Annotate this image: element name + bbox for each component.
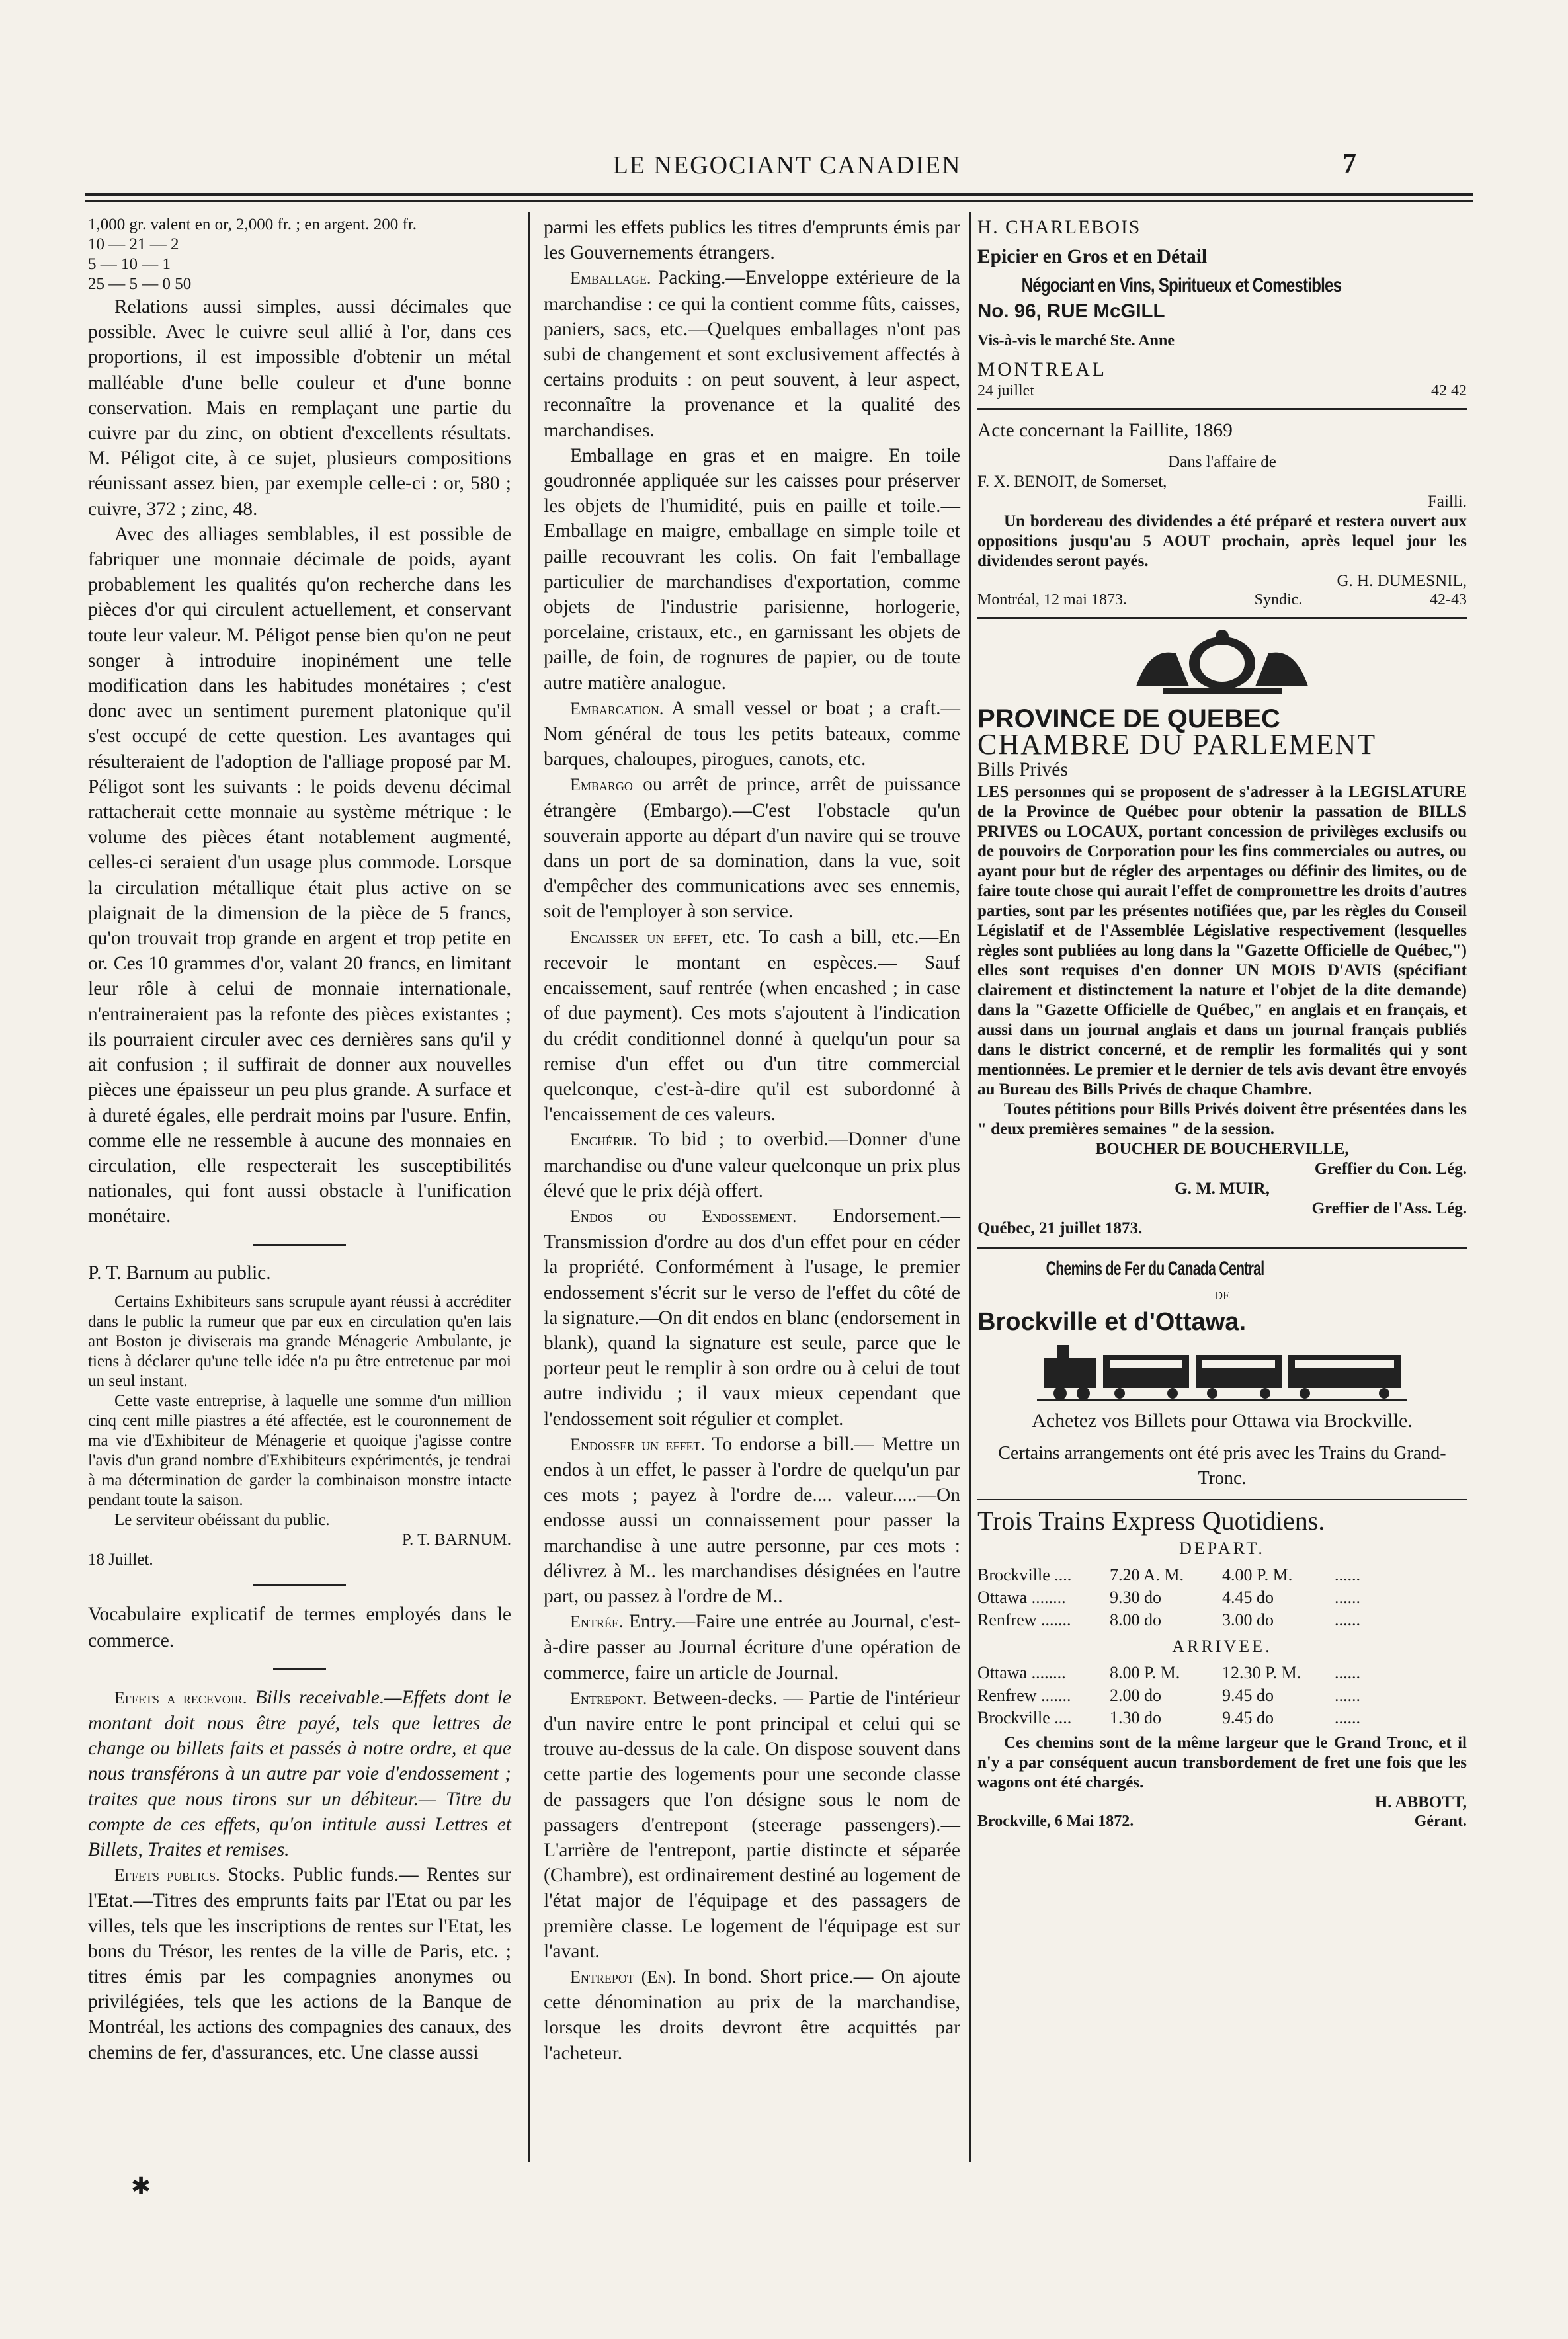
barnum-paragraph: Cette vaste entreprise, à laquelle une somme d'un million cinq cent mille piastres a été affectée, est le couronnement de ma vie d'Exhibiteur de Ménagerie et quoique j'agisse contre l'avis d'un grand nombre d'Exhibiteurs expérimentés, je tendrai à ma détermination de garder la combinaison monstre intacte pendant toute la saison. <box>88 1391 511 1509</box>
time: 7.20 A. M. <box>1110 1565 1184 1585</box>
values-line: 10 — 21 — 2 <box>88 235 179 253</box>
time: 9.45 do <box>1222 1686 1274 1705</box>
station: Renfrew ....... <box>977 1610 1071 1630</box>
ad-bills-sign1-role: Greffier du Con. Lég. <box>1314 1160 1467 1178</box>
barnum-date: 18 Juillet. <box>88 1550 153 1569</box>
values-line: 5 — 10 — 1 <box>88 255 171 273</box>
ad-railway-depart: DEPART. <box>1179 1538 1265 1558</box>
definition: Bills receivable.—Effets dont le montant doit nous être payé, tels que lettres de change ou billets faits et passés à notre ordre, et que nous transférons à un autre par voie d'endossement ; traites que nous tirons sur un débiteur.— Titre du compte de ces effets, qu'on intitule aussi Lettres et Billets, Traites et remises. <box>88 1686 512 1860</box>
section-divider <box>253 1244 346 1246</box>
ad-faillite-line: F. X. BENOIT, de Somerset, <box>977 473 1167 491</box>
definition: Between-decks. — Partie de l'intérieur d'un navire entre le pont principal et celui qui se trouve au-dessus de la cale. On dispose souvent dans cette partie des logements pour une seconde classe de passagers que l'on désigne sous le nom de passagers d'entrepont (steerage passengers).— L'arrière de l'entrepont, partie distincte et séparée (Chambre), est ordinairement destiné au logement de l'état major de l'équipage et des passagers de première classe. Le logement de l'équipage est sur l'avant. <box>544 1687 960 1962</box>
column-ads <box>977 215 1467 1830</box>
time: 8.00 do <box>1110 1610 1161 1630</box>
ornament-star-icon: ✱ <box>131 2173 151 2199</box>
header-rule-thick <box>85 193 1473 196</box>
ad-bills-body2: Toutes pétitions pour Bills Privés doivent être présentées dans les " deux premières semaines " de la session. <box>977 1100 1467 1139</box>
article-paragraph: Avec des alliages semblables, il est possible de fabriquer une monnaie décimale de poids, ayant probablement les qualités qu'on recherche dans les pièces d'or qui circulent actuellement, et conservant toute leur valeur. M. Péligot pense bien qu'on ne peut songer à introduire inopinément une telle modification dans les habitudes monétaires ; c'est donc avec un sentiment purement platonique qu'il s'est occupé de cette question. Les avantages qui résulteraient de l'adoption de l'alliage proposé par M. Péligot sont les suivants : le poids devenu décimal rattacherait cette monnaie au système métrique : le volume des pièces étant notablement augmenté, celles-ci seraient d'un usage plus commode. Lorsque la circulation métallique était plus active on se plaignait de la dimension de la pièce de 5 francs, qu'on trouvait trop grande en argent et trop petite en or. Ces 10 grammes d'or, valant 20 francs, en limitant leur rôle à celui de monnaie internationale, n'entraineraient pas la refonte des pièces existantes ; ils pourraient circuler avec ces dernières sans qu'il y ait confusion ; il suffirait de donner aux nouvelles pièces une épaisseur un peu plus grande. A surface et à dureté égales, elle perdrait moins par l'usure. Enfin, comme elle ne ressemble à aucune des monnaies en circulation, elle respecterait les susceptibilités nationales, qui font aussi obstacle à l'unification monétaire. <box>88 523 511 1227</box>
definition: To bid ; to overbid.—Donner d'une marchandise ou d'une valeur quelconque un prix plus élevé que le prix déjà offert. <box>544 1129 960 1202</box>
ad-chambre: CHAMBRE DU PARLEMENT <box>977 727 1377 760</box>
ad-railway-role: Gérant. <box>1414 1813 1467 1830</box>
column-divider-2 <box>969 212 971 2162</box>
station: Ottawa ........ <box>977 1588 1066 1608</box>
definition: Entry.—Faire une entrée au Journal, c'est-à-dire passer au Journal écriture d'une opération de commerce, faire un article de Journal. <box>544 1611 960 1684</box>
article-paragraph: Emballage en gras et en maigre. En toile goudronnée appliquée sur les caisses pour préserver les objets de l'humidité, puis en paille et toile.—Emballage en maigre, emballage en simple toile et paille recouvrant les colis. On fait l'emballage particulier de marchandises d'exportation, comme objets de l'industrie parisienne, horlogerie, porcelaine, cristaux, etc., en garnissant les objets de paille, de foin, de rognures de papier, ou de toute autre matière analogue. <box>544 444 960 694</box>
ad-province: PROVINCE DE QUEBEC <box>977 704 1280 734</box>
header-rule-thin <box>85 200 1473 202</box>
ad-charlebois-date: 24 juillet <box>977 382 1034 400</box>
time: ...... <box>1335 1565 1360 1585</box>
ad-charlebois-ref: 42 42 <box>1431 382 1467 400</box>
ad-faillite-line: Dans l'affaire de <box>1168 453 1276 472</box>
ad-faillite <box>977 418 1467 609</box>
table-row <box>977 1609 1467 1631</box>
barnum-paragraph: Certains Exhibiteurs sans scrupule ayant réussi à accréditer dans le public la rumeur que par eux en circulation qu'en lais ant Boston je diviserais ma grande Ménagerie Ambulante, je tiens à déclarer qu'une telle idée n'a pu être entretenue par moi un seul instant. <box>88 1292 511 1390</box>
values-line: 1,000 gr. valent en or, 2,000 fr. ; en argent. 200 fr. <box>88 216 417 233</box>
station: Brockville .... <box>977 1708 1072 1728</box>
time: ...... <box>1335 1686 1360 1705</box>
ad-bills-prives <box>977 627 1467 1239</box>
ad-charlebois-address: No. 96, RUE McGILL <box>977 300 1165 322</box>
table-row <box>977 1707 1467 1729</box>
ad-bills-title: Bills Privés <box>977 759 1068 780</box>
time: 8.00 P. M. <box>1110 1663 1180 1683</box>
table-row <box>977 1684 1467 1707</box>
ad-faillite-line: Failli. <box>1427 493 1467 511</box>
definition: Stocks. Public funds.— Rentes sur l'Etat.—Titres des emprunts faits par l'Etat ou par les villes, tels que les inscriptions de rentes sur l'Etat, les bons du Trésor, les rentes de la ville de Paris, etc. ; titres émis par les compagnies anonymes ou privilégiées, tels que les actions de la Banque de Montréal, les actions des compagnies des canaux, des chemins de fer, d'assurances, etc. Une classe aussi <box>88 1864 512 2063</box>
definition: Endorsement.— Transmission d'ordre au dos d'un effet pour en céder la propriété. Conformément à l'usage, le premier endossement s'écrit sur le verso de l'effet du côté de la signature.—On dit endos en blanc (endorsement in blank), quand la signature est seule, parce que le porteur peut le remplir à son ordre ou à celui de tout autre individu ; il vaux mieux cependant que l'endossement soit régulier et complet. <box>544 1205 961 1430</box>
depart-table <box>977 1564 1467 1631</box>
column-middle <box>544 215 960 2066</box>
term: Effets a recevoir. <box>114 1688 247 1707</box>
ad-railway-trains-heading: Trois Trains Express Quotidiens. <box>977 1505 1325 1536</box>
term: Encaisser un effet, <box>570 927 713 947</box>
term: Entrée. <box>570 1612 624 1632</box>
time: 3.00 do <box>1222 1610 1274 1630</box>
station: Renfrew ....... <box>977 1686 1071 1705</box>
ad-charlebois <box>977 215 1467 400</box>
ad-charlebois-title: H. CHARLEBOIS <box>977 217 1141 238</box>
time: ...... <box>1335 1708 1360 1728</box>
term: Endosser un effet. <box>570 1434 705 1454</box>
section-divider <box>253 1584 346 1586</box>
time: 4.00 P. M. <box>1222 1565 1293 1585</box>
ad-bills-sign2: G. M. MUIR, <box>1175 1180 1270 1198</box>
ad-faillite-title: Acte concernant la Faillite, 1869 <box>977 420 1233 442</box>
term: Endos ou Endossement. <box>570 1206 797 1226</box>
values-line: 25 — 5 — 0 50 <box>88 275 192 293</box>
coat-of-arms-icon <box>1123 627 1321 700</box>
ad-railway-place-date: Brockville, 6 Mai 1872. <box>977 1813 1134 1830</box>
column-divider-1 <box>528 212 530 2162</box>
ad-divider <box>977 1247 1467 1249</box>
term: Entrepont. <box>570 1688 647 1708</box>
barnum-closing: Le serviteur obéissant du public. <box>114 1510 330 1529</box>
table-row <box>977 1586 1467 1609</box>
ad-bills-body: LES personnes qui se proposent de s'adresser à la LEGISLATURE de la Province de Québec pour obtenir la passation de BILLS PRIVES ou LOCAUX, portant concession de privilèges exclusifs ou de pouvoirs de Corporation pour les fins commerciales ou autres, ou ayant pour but de régler des arpentages ou définir des limites, ou de faire toute chose qui aurait l'effet de compromettre les droits d'autres parties, sont par les présentes notifiées que, par les règles du Conseil Législatif et de l'Assemblée Législative respectivement (lesquelles règles sont publiées au long dans la "Gazette Officielle de Québec,") elles sont requises d'en donner UN MOIS D'AVIS (spécifiant clairement et distinctement la nature et l'objet de la dite demande) dans la "Gazette Officielle de Québec," en anglais et en français, et aussi dans un journal anglais et dans un journal français publiés dans le district concerné, et de remplir les formalités qui y sont mentionnées. Le premier et le dernier de tels avis devant être envoyés au Bureau des Bills Privés de chaque Chambre. <box>977 783 1467 1099</box>
ad-railway-route: Brockville et d'Ottawa. <box>977 1308 1247 1336</box>
ad-railway-line1: Achetez vos Billets pour Ottawa via Brockville. <box>1032 1409 1413 1432</box>
column-left <box>88 215 511 2065</box>
ad-railway-sign: H. ABBOTT, <box>1374 1793 1467 1812</box>
ad-faillite-body: Un bordereau des dividendes a été préparé et restera ouvert aux oppositions jusqu'au 5 AOUT prochain, après lequel jour les dividendes seront payés. <box>977 513 1467 571</box>
definition: To endorse a bill.— Mettre un endos à un effet, le passer à l'ordre de quelqu'un par ces mots ; payez à l'ordre de.... valeur.....—On endosse aussi un connaissement pour passer la marchandise à une autre personne, par ces mots : délivrez à M.. les marchandises désignées en l'autre part, ou passez à l'ordre de M.. <box>544 1433 961 1607</box>
ad-divider <box>977 1499 1467 1500</box>
ad-charlebois-city: MONTREAL <box>977 359 1107 381</box>
table-row <box>977 1564 1467 1586</box>
definition: Packing.—Enveloppe extérieure de la marchandise : ce qui la contient comme fûts, caisses, paniers, sacs, etc.—Quelques emballages n'ont pas subi de changement et sont exclusivement affectés à certains produits : on peut souvent, à leur aspect, reconnaître la provenance et la qualité des marchandises. <box>544 267 960 441</box>
time: ...... <box>1335 1610 1360 1630</box>
ad-faillite-place-date: Montréal, 12 mai 1873. <box>977 591 1127 609</box>
station: Brockville .... <box>977 1565 1072 1585</box>
time: 2.00 do <box>1110 1686 1161 1705</box>
barnum-heading: P. T. Barnum au public. <box>88 1262 271 1284</box>
definition: etc. To cash a bill, etc.—En recevoir le montant en espèces.— Sauf encaissement, sauf rentrée (when encashed ; in case of due payment). Ces mots s'ajoutent à l'indication du crédit conditionnel donné à quelqu'un pour sa remise d'un effet ou d'un titre commercial quelconque, c'est-à-dire qu'il est subordonné à l'encaissement de ces valeurs. <box>544 926 961 1126</box>
ad-railway-line2: Certains arrangements ont été pris avec les Trains du Grand-Tronc. <box>998 1442 1446 1489</box>
table-row <box>977 1662 1467 1684</box>
ad-bills-date: Québec, 21 juillet 1873. <box>977 1219 1143 1238</box>
section-divider <box>273 1668 326 1670</box>
time: 12.30 P. M. <box>1222 1663 1301 1683</box>
term: Embargo <box>570 775 633 795</box>
page-number: 7 <box>1342 149 1356 179</box>
ad-divider <box>977 617 1467 619</box>
ad-bills-sign2-role: Greffier de l'Ass. Lég. <box>1311 1200 1467 1218</box>
term: Embarcation. <box>570 698 664 718</box>
vocabulary-heading: Vocabulaire explicatif de termes employés dans le commerce. <box>88 1603 511 1651</box>
ad-railway-note: Ces chemins sont de la même largeur que le Grand Tronc, et il n'y a par conséquent aucun transbordement de fret une fois que les wagons ont été chargés. <box>977 1734 1467 1792</box>
time: 9.30 do <box>1110 1588 1161 1608</box>
term: Entrepot (En). <box>570 1967 677 1987</box>
ad-faillite-ref: 42-43 <box>1429 591 1467 609</box>
ad-charlebois-line: Vis-à-vis le marché Ste. Anne <box>977 331 1175 349</box>
gold-values-table <box>88 215 511 294</box>
ad-bills-sign1: BOUCHER DE BOUCHERVILLE, <box>1095 1140 1349 1159</box>
ad-divider <box>977 408 1467 410</box>
definition: A small vessel or boat ; a craft.—Nom général de tous les petits bateaux, comme barques, chaloupes, pirogues, canots, etc. <box>544 697 960 770</box>
ad-railway-de: DE <box>1214 1289 1230 1303</box>
ad-charlebois-line: Epicier en Gros et en Détail <box>977 246 1208 268</box>
article-paragraph: parmi les effets publics les titres d'emprunts émis par les Gouvernements étrangers. <box>544 217 960 264</box>
term: Enchérir. <box>570 1130 638 1150</box>
running-title: LE NEGOCIANT CANADIEN <box>612 151 962 179</box>
article-paragraph: Relations aussi simples, aussi décimales que possible. Avec le cuivre seul allié à l'or, dans ces proportions, il est impossible d'obtenir un métal malléable d'une belle couleur et d'une bonne conservation. Mais en remplaçant une partie du cuivre par du zinc, on obtient d'excellents résultats. M. Péligot cite, à ce sujet, plusieurs compositions réunissant assez bien, par exemple celle-ci : or, 580 ; cuivre, 372 ; zinc, 48. <box>88 296 511 520</box>
time: ...... <box>1335 1663 1360 1683</box>
time: 9.45 do <box>1222 1708 1274 1728</box>
ad-faillite-role: Syndic. <box>1254 591 1303 609</box>
station: Ottawa ........ <box>977 1663 1066 1683</box>
ad-railway-title: Chemins de Fer du Canada Central <box>1046 1258 1264 1280</box>
term: Emballage. <box>570 268 651 288</box>
time: 4.45 do <box>1222 1588 1274 1608</box>
ad-railway-arrivee: ARRIVEE. <box>1172 1637 1272 1657</box>
arrivee-table <box>977 1662 1467 1729</box>
barnum-notice <box>88 1292 511 1570</box>
time: ...... <box>1335 1588 1360 1608</box>
train-icon <box>1037 1342 1407 1401</box>
term: Effets publics. <box>114 1866 220 1885</box>
ad-chemins-de-fer <box>977 1256 1467 1830</box>
time: 1.30 do <box>1110 1708 1161 1728</box>
ad-charlebois-line: Négociant en Vins, Spiritueux et Comestibles <box>1021 274 1342 297</box>
ad-faillite-sign: G. H. DUMESNIL, <box>1337 572 1467 591</box>
definition: In bond. Short price.— On ajoute cette dénomination au prix de la marchandise, lorsque les droits devront être acquittés par l'acheteur. <box>544 1966 960 2064</box>
barnum-signature: P. T. BARNUM. <box>401 1530 511 1549</box>
definition: ou arrêt de prince, arrêt de puissance étrangère (Embargo).—C'est l'obstacle qu'un souverain apporte au départ d'un navire qui se trouve dans un port de sa domination, dans la vue, soit d'empêcher des communications avec ses ennemis, soit de l'employer à son service. <box>544 774 960 923</box>
